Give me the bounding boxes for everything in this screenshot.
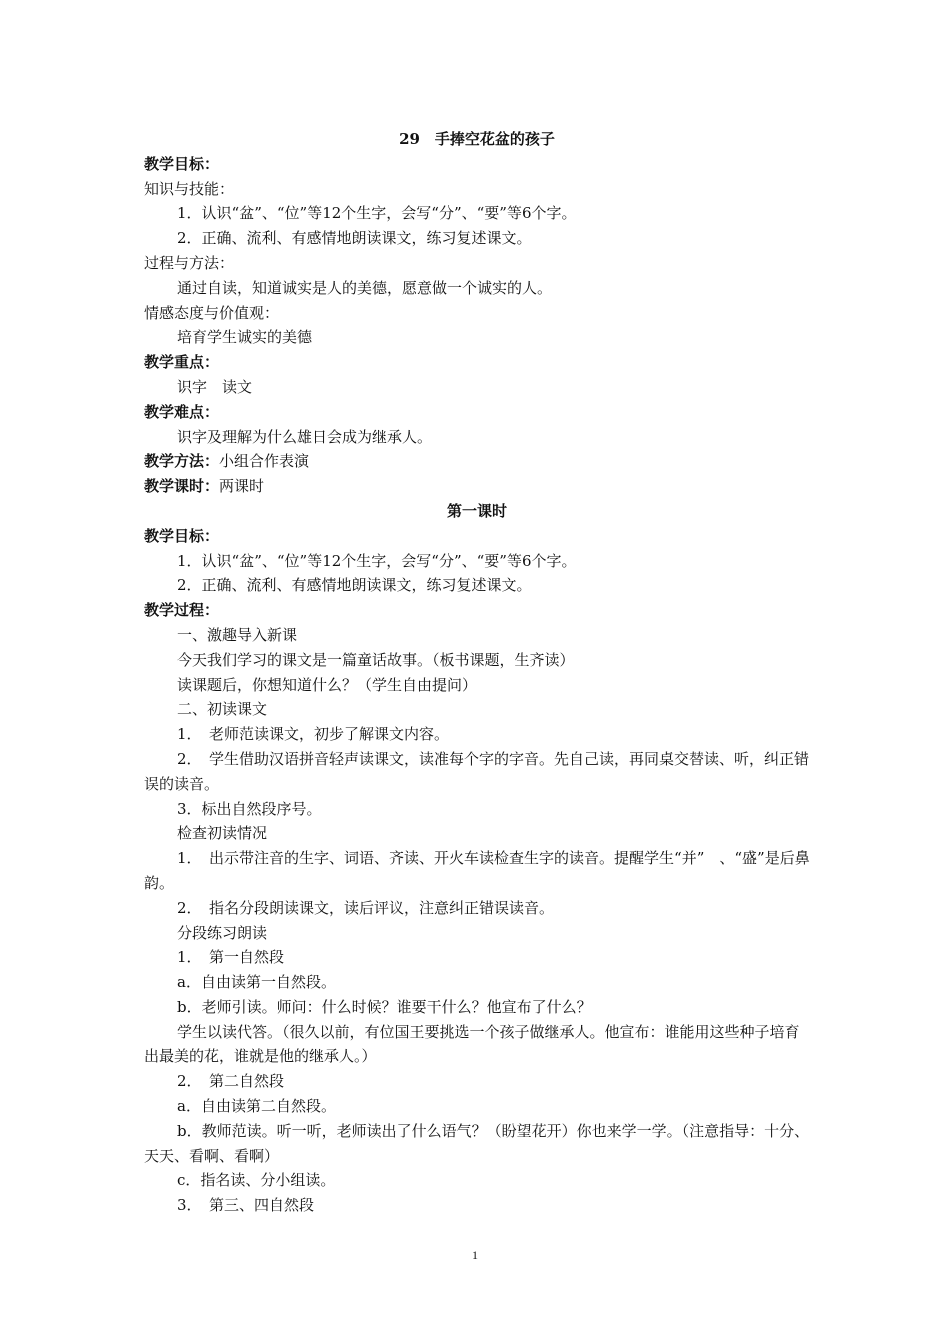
section-heading: 教学难点： (144, 402, 220, 421)
indented-line: c．指名读、分小组读。 (177, 1171, 336, 1190)
paragraph: 2． 学生借助汉语拼音轻声读课文，读准每个字的字音。先自己读，再同桌交替读、听，纠正错误的读音。 (144, 749, 810, 793)
paragraph: 学生以读代答。（很久以前，有位国王要挑选一个孩子做继承人。他宣布：谁能用这些种子培育出最美的花，谁就是他的继承人。） (144, 1022, 800, 1066)
indented-line: 1．认识“盆”、“位”等12个生字，会写“分”、“要”等6个字。 (177, 551, 577, 570)
lesson-heading: 第一课时 (446, 501, 507, 520)
paragraph: b．教师范读。听一听，老师读出了什么语气？（盼望花开）你也来学一学。（注意指导：十分、天天、看啊、看啊） (144, 1121, 810, 1165)
indented-line: 3． 第三、四自然段 (177, 1196, 315, 1215)
indented-line: 2．正确、流利、有感情地朗读课文，练习复述课文。 (177, 576, 532, 595)
indented-line: a．自由读第二自然段。 (177, 1097, 336, 1116)
indented-line: 一、激趣导入新课 (177, 625, 298, 644)
indented-line: 识字 读文 (177, 377, 253, 396)
section-heading: 教学过程： (144, 601, 220, 620)
line-value: 两课时 (219, 477, 265, 496)
indented-line: 1． 老师范读课文，初步了解课文内容。 (177, 725, 450, 744)
indented-line: 1．认识“盆”、“位”等12个生字，会写“分”、“要”等6个字。 (177, 204, 577, 223)
indented-line: b．老师引读。师问：什么时候？谁要干什么？他宣布了什么？ (177, 997, 592, 1016)
indented-line: 分段练习朗读 (177, 923, 268, 942)
indented-line: 检查初读情况 (177, 824, 268, 843)
indented-line: 1． 第一自然段 (177, 948, 285, 967)
section-heading: 教学目标： (144, 526, 220, 545)
line-value: 小组合作表演 (219, 452, 310, 471)
indented-line: a．自由读第一自然段。 (177, 973, 336, 992)
text-line: 情感态度与价值观： (144, 303, 280, 322)
line-label: 教学方法： (144, 452, 220, 471)
text-line: 过程与方法： (144, 253, 235, 272)
page-number: 1 (472, 1248, 478, 1262)
indented-line: 2． 第二自然段 (177, 1072, 285, 1091)
indented-line: 通过自读，知道诚实是人的美德，愿意做一个诚实的人。 (177, 278, 553, 297)
labeled-line (144, 449, 810, 474)
indented-line: 二、初读课文 (177, 700, 268, 719)
text-line: 知识与技能： (144, 179, 235, 198)
indented-line: 2． 指名分段朗读课文，读后评议，注意纠正错误读音。 (177, 898, 555, 917)
document-title: 29 手捧空花盆的孩子 (399, 130, 555, 148)
document-body (144, 127, 810, 1218)
indented-line: 2．正确、流利、有感情地朗读课文，练习复述课文。 (177, 229, 532, 248)
section-heading: 教学重点： (144, 353, 220, 372)
section-heading: 教学目标： (144, 154, 220, 173)
indented-line: 3．标出自然段序号。 (177, 799, 322, 818)
indented-line: 读课题后，你想知道什么？（学生自由提问） (177, 675, 478, 694)
line-label: 教学课时： (144, 477, 220, 496)
paragraph: 1． 出示带注音的生字、词语、齐读、开火车读检查生字的读音。提醒学生“并” 、“盛”是后鼻韵。 (144, 849, 810, 892)
labeled-line (144, 474, 810, 499)
indented-line: 识字及理解为什么雄日会成为继承人。 (177, 427, 433, 446)
indented-line: 今天我们学习的课文是一篇童话故事。（板书课题，生齐读） (177, 650, 575, 669)
indented-line: 培育学生诚实的美德 (177, 328, 313, 347)
